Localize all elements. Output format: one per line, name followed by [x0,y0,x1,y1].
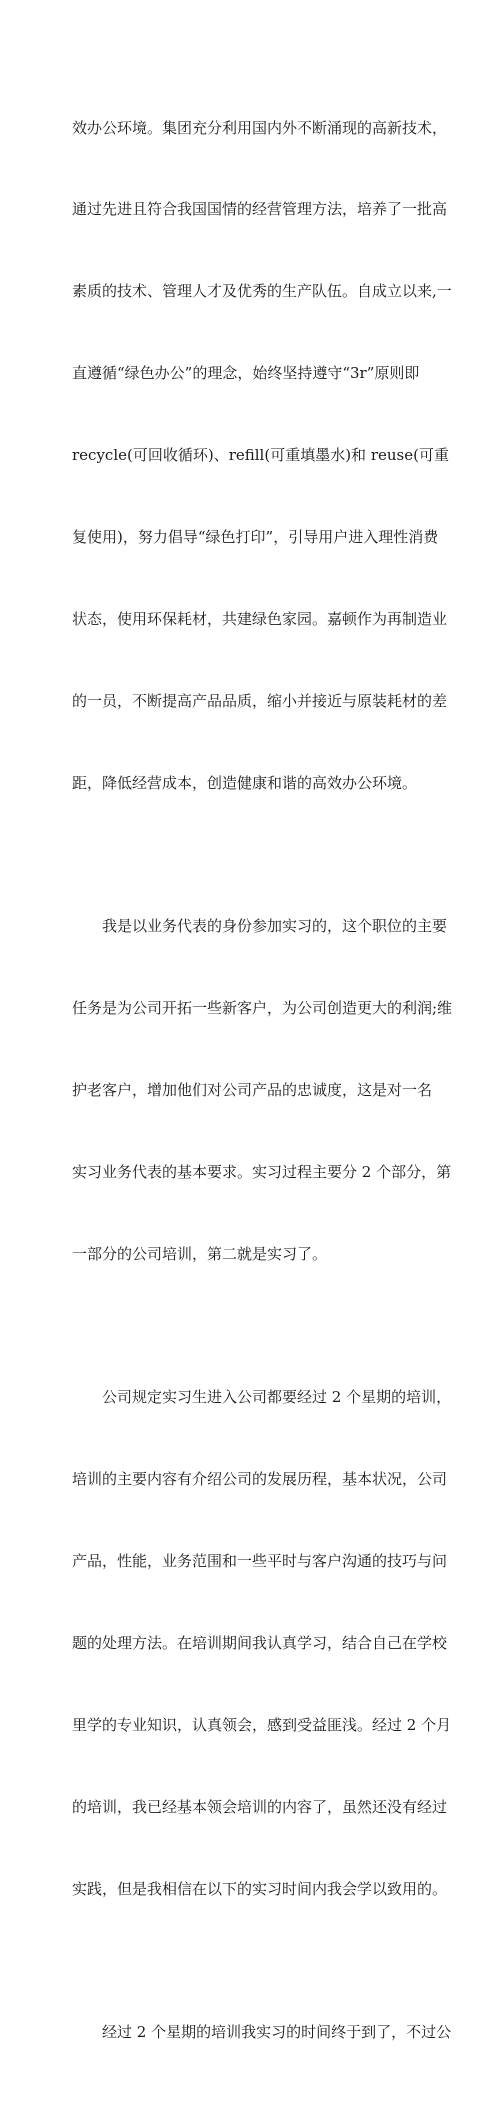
text-line: 的一员，不断提高产品品质，缩小并接近与原装耗材的差 [72,691,448,710]
paragraph-4 [72,1964,452,2100]
text-line: 任务是为公司开拓一些新客户，为公司创造更大的利润;维 [72,999,453,1018]
text-line-indented: 我是以业务代表的身份参加实习的，这个职位的主要 [102,917,448,936]
text-line: 距，降低经营成本，创造健康和谐的高效办公环境。 [72,773,418,792]
text-line: 直遵循“绿色办公”的理念，始终坚持遵守“3r”原则即 [72,364,420,383]
text-line: 里学的专业知识，认真领会，感到受益匪浅。经过 2 个月 [72,1715,452,1734]
text-line: 素质的技术、管理人才及优秀的生产队伍。自成立以来,一 [72,282,452,301]
text-line-indented: 公司规定实习生进入公司都要经过 2 个星期的培训， [102,1388,452,1407]
text-line: 通过先进且符合我国国情的经营管理方法，培养了一批高 [72,200,448,219]
text-line: 一部分的公司培训，第二就是实习了。 [72,1244,328,1263]
text-line: 题的处理方法。在培训期间我认真学习，结合自己在学校 [72,1633,448,1652]
text-line: 复使用)，努力倡导“绿色打印”，引导用户进入理性消费 [72,528,439,547]
text-line: 护老客户，增加他们对公司产品的忠诚度，这是对一名 [72,1080,433,1099]
document-body [72,60,453,2108]
text-line: 产品，性能，业务范围和一些平时与客户沟通的技巧与问 [72,1552,448,1571]
text-line: 效办公环境。集团充分利用国内外不断涌现的高新技术， [72,118,448,137]
text-line: 状态，使用环保耗材，共建绿色家园。嘉顿作为再制造业 [72,609,448,628]
paragraph-1 [72,60,452,852]
paragraph-2 [72,859,453,1323]
paragraph-3 [72,1330,452,1958]
text-line: recycle(可回收循环)、refill(可重填墨水)和 reuse(可重 [72,446,449,465]
text-line-indented: 经过 2 个星期的培训我实习的时间终于到了，不过公 [102,2023,452,2042]
text-line: 实践，但是我相信在以下的实习时间内我会学以致用的。 [72,1879,448,1898]
text-line: 的培训，我已经基本领会培训的内容了，虽然还没有经过 [72,1797,448,1816]
text-line: 培训的主要内容有介绍公司的发展历程，基本状况，公司 [72,1470,448,1489]
text-line: 实习业务代表的基本要求。实习过程主要分 2 个部分，第 [72,1162,452,1181]
